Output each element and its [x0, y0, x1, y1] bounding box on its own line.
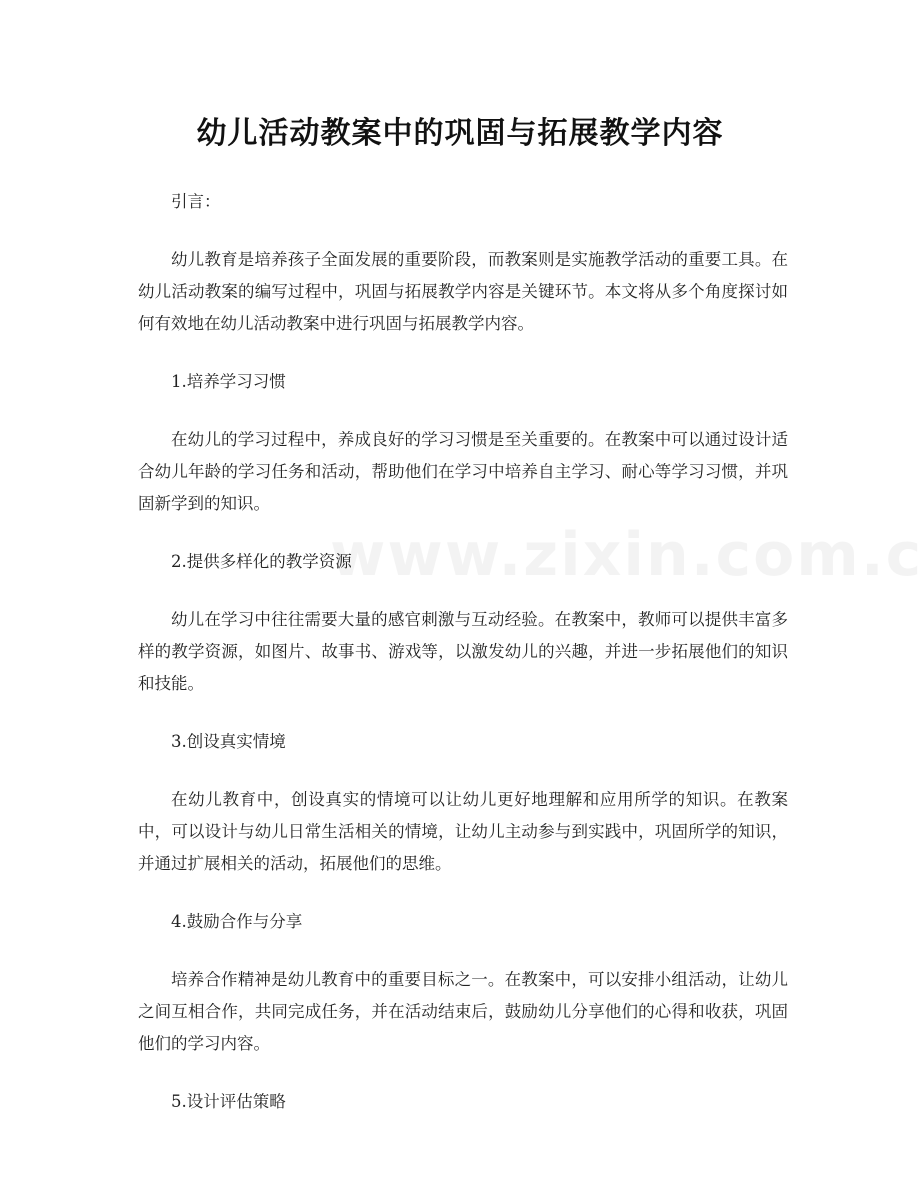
section-heading-3: 3.创设真实情境 — [171, 732, 286, 751]
section-heading-2: 2.提供多样化的教学资源 — [171, 552, 352, 571]
section-heading-1: 1.培养学习习惯 — [171, 372, 286, 391]
section-heading-4: 4.鼓励合作与分享 — [171, 912, 303, 931]
document-title: 幼儿活动教案中的巩固与拓展教学内容 — [196, 116, 724, 151]
intro-paragraph: 幼儿教育是培养孩子全面发展的重要阶段，而教案则是实施教学活动的重要工具。在幼儿活动教案的编写过程中，巩固与拓展教学内容是关键环节。本文将从多个角度探讨如何有效地在幼儿活动教案中进行巩固与拓展教学内容。 — [138, 250, 788, 333]
intro-label: 引言： — [171, 192, 221, 211]
section-paragraph-1: 在幼儿的学习过程中，养成良好的学习习惯是至关重要的。在教案中可以通过设计适合幼儿年龄的学习任务和活动，帮助他们在学习中培养自主学习、耐心等学习习惯，并巩固新学到的知识。 — [138, 430, 788, 513]
section-heading-5: 5.设计评估策略 — [171, 1092, 286, 1111]
section-paragraph-3: 在幼儿教育中，创设真实的情境可以让幼儿更好地理解和应用所学的知识。在教案中，可以设计与幼儿日常生活相关的情境，让幼儿主动参与到实践中，巩固所学的知识，并通过扩展相关的活动，拓展他们的思维。 — [138, 790, 788, 873]
document-body — [138, 186, 788, 1144]
section-paragraph-2: 幼儿在学习中往往需要大量的感官刺激与互动经验。在教案中，教师可以提供丰富多样的教学资源，如图片、故事书、游戏等，以激发幼儿的兴趣，并进一步拓展他们的知识和技能。 — [138, 610, 788, 693]
section-paragraph-4: 培养合作精神是幼儿教育中的重要目标之一。在教案中，可以安排小组活动，让幼儿之间互相合作，共同完成任务，并在活动结束后，鼓励幼儿分享他们的心得和收获，巩固他们的学习内容。 — [138, 970, 788, 1053]
